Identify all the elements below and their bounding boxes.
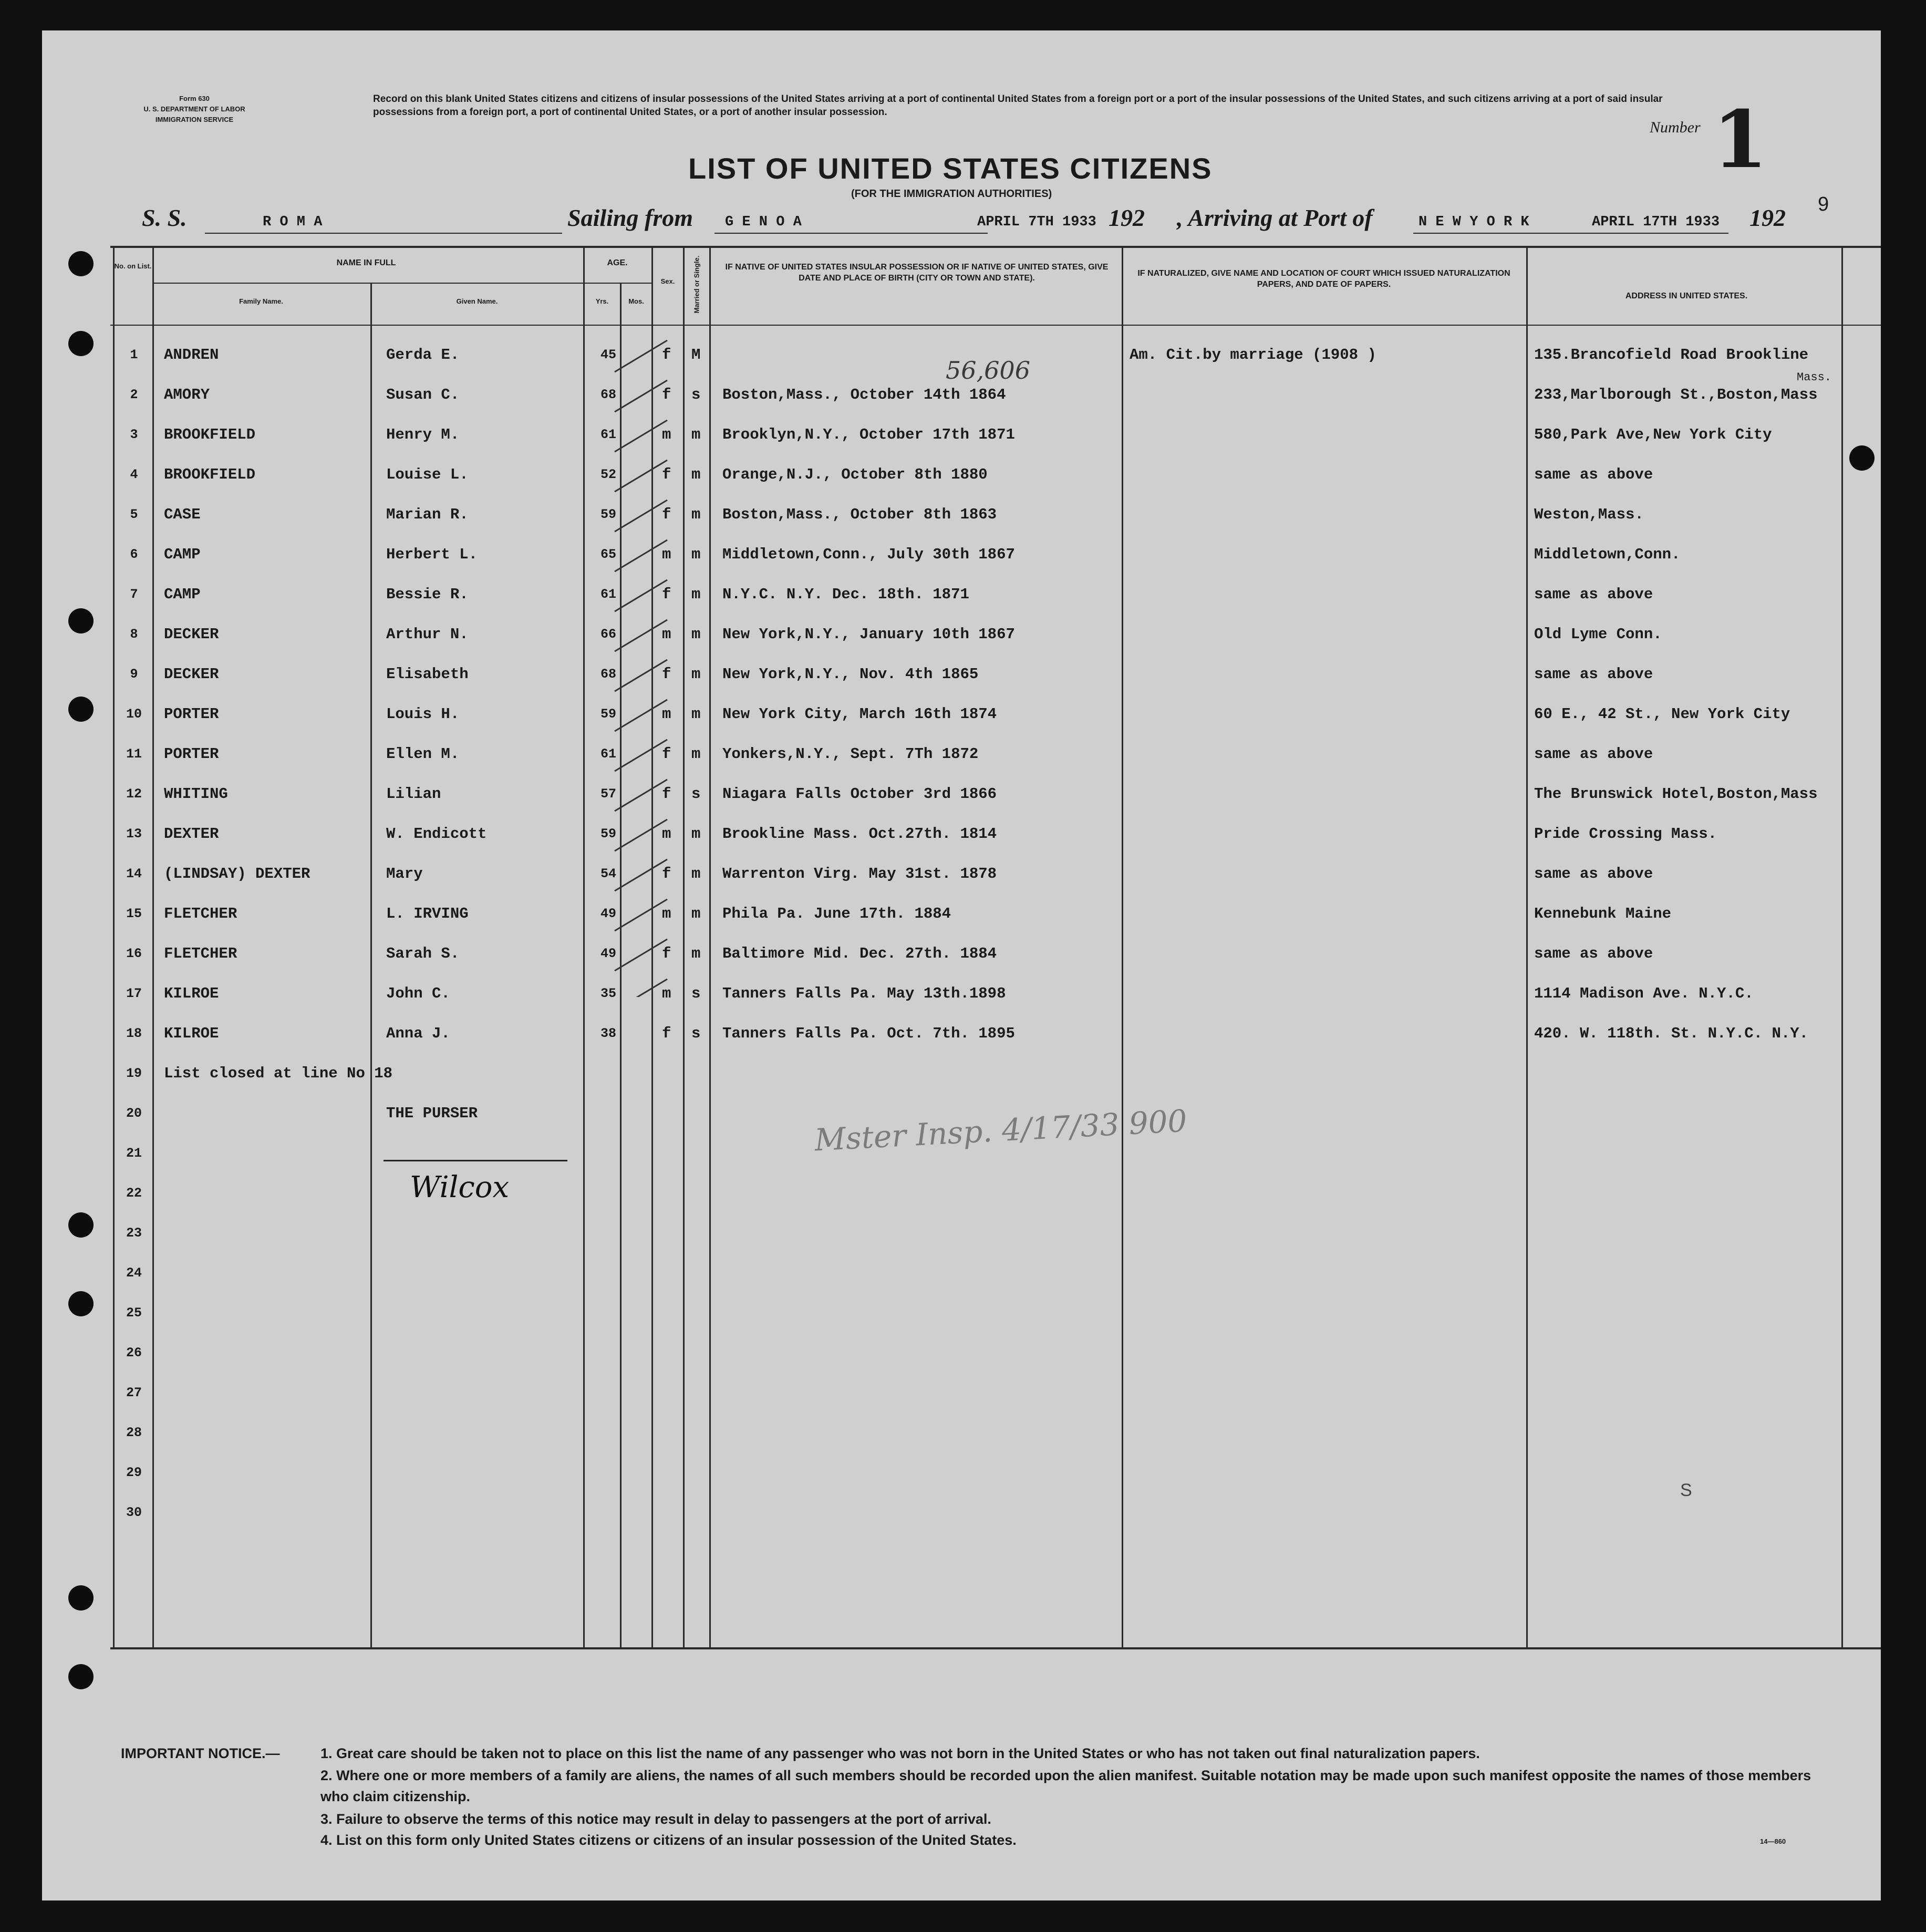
cell-sex: m <box>662 546 671 563</box>
cell-address: 135.Brancofield Road Brookline <box>1534 346 1809 363</box>
cell-given: Susan C. <box>386 386 460 403</box>
cell-no: 28 <box>126 1425 142 1440</box>
cell-address: Middletown,Conn. <box>1534 546 1681 563</box>
cell-family: List closed at line No 18 <box>164 1065 393 1082</box>
cell-family: DEXTER <box>164 825 219 843</box>
file-number-annotation: 56,606 <box>946 356 1030 385</box>
cell-ms: m <box>691 546 701 563</box>
cell-given: Gerda E. <box>386 346 460 363</box>
cell-birth: Boston,Mass., October 8th 1863 <box>722 506 997 523</box>
cell-family: CASE <box>164 506 201 523</box>
table-row <box>42 535 1881 575</box>
cell-no: 2 <box>130 387 138 402</box>
cell-family: (LINDSAY) DEXTER <box>164 865 310 882</box>
cell-sex: f <box>662 586 671 603</box>
table-row <box>42 1173 1881 1213</box>
tally-mark <box>615 660 667 691</box>
tally-mark <box>615 939 667 971</box>
cell-ms: s <box>691 1025 701 1042</box>
cell-no: 26 <box>126 1345 142 1360</box>
table-row <box>42 1333 1881 1373</box>
cell-age <box>598 1054 619 1094</box>
table-row <box>42 1014 1881 1054</box>
cell-given: Lilian <box>386 785 441 803</box>
cell-given: Sarah S. <box>386 945 460 962</box>
signature-underline <box>384 1160 567 1161</box>
page-title: LIST OF UNITED STATES CITIZENS <box>688 152 1213 185</box>
tally-mark <box>615 899 667 931</box>
cell-ms: M <box>691 346 701 363</box>
tally-mark <box>615 620 667 651</box>
cell-ms: m <box>691 506 701 523</box>
cell-ms: m <box>691 905 701 922</box>
cell-address: Old Lyme Conn. <box>1534 626 1662 643</box>
cell-family: CAMP <box>164 546 201 563</box>
cell-given: Mary <box>386 865 423 882</box>
cell-no: 19 <box>126 1066 142 1081</box>
cell-age: 57 <box>600 786 616 802</box>
arriving-label: , Arriving at Port of <box>1177 204 1373 231</box>
cell-family: KILROE <box>164 1025 219 1042</box>
cell-sex: m <box>662 626 671 643</box>
cell-no: 29 <box>126 1465 142 1480</box>
cell-sex: f <box>662 1025 671 1042</box>
header-sex: Sex. <box>660 277 675 285</box>
cell-ms: m <box>691 666 701 683</box>
year-suffix: 192 <box>1109 204 1145 231</box>
cell-no: 8 <box>130 627 138 642</box>
cell-family: BROOKFIELD <box>164 426 256 443</box>
cell-no: 10 <box>126 707 142 722</box>
notice-heading: IMPORTANT NOTICE.— <box>121 1746 280 1761</box>
tally-mark <box>615 780 667 811</box>
cell-age <box>598 1373 619 1413</box>
cell-age: 59 <box>600 707 616 722</box>
important-notice <box>121 1743 279 1764</box>
cell-birth: New York City, March 16th 1874 <box>722 705 997 723</box>
cell-age: 68 <box>600 667 616 682</box>
cell-birth: Baltimore Mid. Dec. 27th. 1884 <box>722 945 997 962</box>
table-row <box>42 1054 1881 1094</box>
cell-age: 61 <box>600 746 616 762</box>
cell-age: 66 <box>600 627 616 642</box>
cell-no: 12 <box>126 786 142 802</box>
list-number: 1 <box>1713 94 1768 186</box>
cell-birth: Brookline Mass. Oct.27th. 1814 <box>722 825 997 843</box>
cell-address: Weston,Mass. <box>1534 506 1644 523</box>
cell-given: THE PURSER <box>386 1105 478 1122</box>
tally-mark <box>615 500 667 532</box>
header-age: AGE. <box>607 258 628 267</box>
notice-item-4: 4. List on this form only United States citizens or citizens of an insular possession of the United States. <box>320 1832 1017 1848</box>
cell-age <box>598 1253 619 1293</box>
header-sub-rule <box>152 283 583 284</box>
punch-hole <box>68 251 94 276</box>
cell-ms: m <box>691 626 701 643</box>
cell-age: 49 <box>600 946 616 961</box>
cell-sex: m <box>662 905 671 922</box>
table-row <box>42 934 1881 974</box>
table-row <box>42 814 1881 854</box>
cell-ms: m <box>691 466 701 483</box>
cell-age: 59 <box>600 826 616 842</box>
header-no-on-list: No. on List. <box>114 262 152 270</box>
arrival-port: N E W Y O R K <box>1418 214 1529 230</box>
tally-mark <box>615 460 667 492</box>
cell-sex: f <box>662 785 671 803</box>
table-row <box>42 974 1881 1014</box>
table-row <box>42 575 1881 615</box>
header-yrs: Yrs. <box>595 297 609 305</box>
tally-marks <box>609 335 672 997</box>
cell-ms: s <box>691 386 701 403</box>
cell-age: 45 <box>600 347 616 362</box>
header-mos: Mos. <box>628 297 644 305</box>
cell-address: Pride Crossing Mass. <box>1534 825 1717 843</box>
department-name: U. S. DEPARTMENT OF LABOR <box>143 105 245 113</box>
cell-naturalized: Am. Cit.by marriage (1908 ) <box>1130 346 1376 363</box>
form-number: Form 630 <box>179 95 210 102</box>
cell-address: 1114 Madison Ave. N.Y.C. <box>1534 985 1754 1002</box>
cell-birth: Orange,N.J., October 8th 1880 <box>722 466 988 483</box>
stray-mark: S <box>1680 1480 1692 1500</box>
cell-family: ANDREN <box>164 346 219 363</box>
cell-no: 7 <box>130 587 138 602</box>
cell-age <box>598 1173 619 1213</box>
cell-family: WHITING <box>164 785 228 803</box>
cell-age: 65 <box>600 547 616 562</box>
ship-name: R O M A <box>263 214 323 230</box>
table-row <box>42 415 1881 455</box>
cell-age <box>598 1134 619 1173</box>
cell-no: 24 <box>126 1265 142 1281</box>
cell-family: PORTER <box>164 705 219 723</box>
table-row <box>42 615 1881 655</box>
cell-sex: f <box>662 506 671 523</box>
table-top-rule <box>110 246 1881 248</box>
inspection-stamp: Mster Insp. 4/17/33 900 <box>813 1103 1188 1158</box>
header-married-single: Married or Single. <box>692 255 701 314</box>
tally-mark <box>615 740 667 771</box>
header-rule <box>110 325 1881 326</box>
cell-sex: f <box>662 666 671 683</box>
cell-family: AMORY <box>164 386 210 403</box>
cell-family: FLETCHER <box>164 905 237 922</box>
table-row <box>42 1413 1881 1453</box>
table-row <box>42 1373 1881 1413</box>
table-row <box>42 894 1881 934</box>
table-row <box>42 854 1881 894</box>
cell-given: L. IRVING <box>386 905 469 922</box>
cell-no: 15 <box>126 906 142 921</box>
number-label: Number <box>1650 119 1701 136</box>
cell-sex: f <box>662 346 671 363</box>
notice-item-2: 2. Where one or more members of a family are aliens, the names of all such members should be recorded upon the alien manifest. Suitable notation may be made upon such manifest opposite the names of those members who claim citizenship. <box>320 1768 1811 1804</box>
cell-age: 61 <box>600 427 616 442</box>
cell-no: 5 <box>130 507 138 522</box>
cell-address: same as above <box>1534 745 1653 763</box>
cell-given: Henry M. <box>386 426 460 443</box>
cell-no: 23 <box>126 1225 142 1241</box>
cell-address: same as above <box>1534 586 1653 603</box>
cell-given: Marian R. <box>386 506 469 523</box>
cell-address: same as above <box>1534 466 1653 483</box>
cell-age: 52 <box>600 467 616 482</box>
ss-label: S. S. <box>142 204 187 231</box>
tally-mark <box>615 380 667 412</box>
header-birth: IF NATIVE OF UNITED STATES INSULAR POSSESSION OR IF NATIVE OF UNITED STATES, GIVE DATE AND PLACE OF BIRTH (CITY OR TOWN AND STATE). <box>725 263 1109 283</box>
cell-given: W. Endicott <box>386 825 487 843</box>
cell-family: KILROE <box>164 985 219 1002</box>
cell-address: same as above <box>1534 945 1653 962</box>
departure-port: G E N O A <box>725 214 802 230</box>
cell-ms: m <box>691 825 701 843</box>
cell-sex: f <box>662 466 671 483</box>
header-naturalized: IF NATURALIZED, GIVE NAME AND LOCATION OF COURT WHICH ISSUED NATURALIZATION PAPERS, AND DATE OF PAPERS. <box>1137 269 1510 289</box>
cell-address: The Brunswick Hotel,Boston,Mass <box>1534 785 1818 803</box>
cell-ms: m <box>691 745 701 763</box>
cell-age: 54 <box>600 866 616 881</box>
cell-birth: New York,N.Y., Nov. 4th 1865 <box>722 666 979 683</box>
header-address: ADDRESS IN UNITED STATES. <box>1625 292 1748 300</box>
cell-birth: New York,N.Y., January 10th 1867 <box>722 626 1015 643</box>
cell-age <box>598 1213 619 1253</box>
cell-no: 22 <box>126 1186 142 1201</box>
punch-hole <box>68 1585 94 1611</box>
cell-family: CAMP <box>164 586 201 603</box>
cell-family: FLETCHER <box>164 945 237 962</box>
page-subtitle: (FOR THE IMMIGRATION AUTHORITIES) <box>851 188 1052 200</box>
table-row <box>42 1293 1881 1333</box>
cell-family: BROOKFIELD <box>164 466 256 483</box>
purser-signature: Wilcox <box>410 1170 510 1204</box>
tally-mark <box>615 420 667 452</box>
cell-ms: m <box>691 705 701 723</box>
cell-birth: Tanners Falls Pa. Oct. 7th. 1895 <box>722 1025 1015 1042</box>
notice-item-3: 3. Failure to observe the terms of this notice may result in delay to passengers at the port of arrival. <box>320 1811 991 1827</box>
cell-age <box>598 1293 619 1333</box>
cell-no: 3 <box>130 427 138 442</box>
cell-age <box>598 1453 619 1493</box>
sailing-from-label: Sailing from <box>567 204 693 231</box>
cell-birth: Yonkers,N.Y., Sept. 7Th 1872 <box>722 745 979 763</box>
notice-item-1: 1. Great care should be taken not to place on this list the name of any passenger who was not born in the United States or who has not taken out final naturalization papers. <box>320 1746 1480 1761</box>
cell-no: 14 <box>126 866 142 881</box>
cell-given: Louis H. <box>386 705 460 723</box>
fill-line <box>205 233 562 234</box>
cell-ms: m <box>691 945 701 962</box>
cell-birth: Niagara Falls October 3rd 1866 <box>722 785 997 803</box>
cell-birth: N.Y.C. N.Y. Dec. 18th. 1871 <box>722 586 969 603</box>
tally-mark <box>615 700 667 731</box>
tally-mark <box>615 340 667 372</box>
manifest-sheet <box>42 30 1881 1900</box>
cell-no: 18 <box>126 1026 142 1041</box>
cell-no: 16 <box>126 946 142 961</box>
footer-code: 14—860 <box>1760 1837 1786 1845</box>
cell-given: John C. <box>386 985 450 1002</box>
table-row <box>42 1453 1881 1493</box>
cell-sex: m <box>662 985 671 1002</box>
cell-address: 60 E., 42 St., New York City <box>1534 705 1790 723</box>
cell-birth: Brooklyn,N.Y., October 17th 1871 <box>722 426 1015 443</box>
table-row <box>42 694 1881 734</box>
table-bottom-rule <box>110 1647 1881 1649</box>
cell-ms: s <box>691 785 701 803</box>
arrival-date: APRIL 17TH 1933 <box>1592 214 1720 230</box>
header-name-in-full: NAME IN FULL <box>336 258 396 267</box>
service-name: IMMIGRATION SERVICE <box>155 116 234 123</box>
cell-birth: Phila Pa. June 17th. 1884 <box>722 905 951 922</box>
record-instructions: Record on this blank United States citizens and citizens of insular possessions of the United States arriving at a port of continental United States from a foreign port or a port of the insular possessions of the United States, and such citizens arriving at a port of said insular possessions from a foreign port, a port of continental United States, or a port of another insular possession. <box>373 94 1663 118</box>
table-row <box>42 1493 1881 1533</box>
cell-sex: f <box>662 386 671 403</box>
cell-age <box>598 1493 619 1533</box>
cell-no: 27 <box>126 1385 142 1400</box>
cell-family: PORTER <box>164 745 219 763</box>
cell-sex: m <box>662 426 671 443</box>
cell-birth: Boston,Mass., October 14th 1864 <box>722 386 1006 403</box>
tally-mark <box>615 580 667 611</box>
cell-age: 49 <box>600 906 616 921</box>
header-given-name: Given Name. <box>456 297 498 305</box>
cell-family: DECKER <box>164 666 219 683</box>
fill-line <box>715 233 988 234</box>
cell-no: 25 <box>126 1305 142 1321</box>
cell-no: 13 <box>126 826 142 842</box>
cell-given: Elisabeth <box>386 666 469 683</box>
cell-sex: m <box>662 705 671 723</box>
cell-given: Anna J. <box>386 1025 450 1042</box>
corner-mark: 9 <box>1818 193 1829 215</box>
cell-age: 35 <box>600 986 616 1001</box>
mass-annotation: Mass. <box>1797 371 1832 384</box>
cell-no: 20 <box>126 1106 142 1121</box>
cell-ms: s <box>691 985 701 1002</box>
cell-sex: f <box>662 865 671 882</box>
sailing-date: APRIL 7TH 1933 <box>977 214 1096 230</box>
cell-birth: Tanners Falls Pa. May 13th.1898 <box>722 985 1006 1002</box>
cell-given: Louise L. <box>386 466 469 483</box>
cell-given: Arthur N. <box>386 626 469 643</box>
cell-no: 21 <box>126 1146 142 1161</box>
table-row <box>42 495 1881 535</box>
year-suffix: 192 <box>1749 204 1786 231</box>
cell-ms: m <box>691 865 701 882</box>
fill-line <box>1413 233 1728 234</box>
punch-hole <box>68 1664 94 1689</box>
cell-no: 1 <box>130 347 138 362</box>
cell-no: 17 <box>126 986 142 1001</box>
table-row <box>42 455 1881 495</box>
cell-address: 233,Marlborough St.,Boston,Mass <box>1534 386 1818 403</box>
cell-sex: m <box>662 825 671 843</box>
cell-given: Bessie R. <box>386 586 469 603</box>
cell-address: same as above <box>1534 865 1653 882</box>
cell-ms: m <box>691 586 701 603</box>
cell-age <box>598 1094 619 1134</box>
cell-address: 420. W. 118th. St. N.Y.C. N.Y. <box>1534 1025 1809 1042</box>
cell-age <box>598 1413 619 1453</box>
cell-no: 9 <box>130 667 138 682</box>
table-row <box>42 774 1881 814</box>
cell-age: 59 <box>600 507 616 522</box>
cell-no: 11 <box>126 746 142 762</box>
cell-address: 580,Park Ave,New York City <box>1534 426 1772 443</box>
form-id <box>126 94 263 125</box>
cell-given: Ellen M. <box>386 745 460 763</box>
cell-age: 68 <box>600 387 616 402</box>
tally-mark <box>615 819 667 851</box>
cell-ms: m <box>691 426 701 443</box>
table-row <box>42 655 1881 694</box>
tally-mark <box>615 859 667 891</box>
cell-birth: Warrenton Virg. May 31st. 1878 <box>722 865 997 882</box>
table-row <box>42 1253 1881 1293</box>
cell-address: Kennebunk Maine <box>1534 905 1672 922</box>
tally-mark <box>615 540 667 572</box>
cell-no: 30 <box>126 1505 142 1520</box>
cell-family: DECKER <box>164 626 219 643</box>
cell-no: 6 <box>130 547 138 562</box>
cell-age: 61 <box>600 587 616 602</box>
cell-address: same as above <box>1534 666 1653 683</box>
cell-age: 38 <box>600 1026 616 1041</box>
cell-birth: Middletown,Conn., July 30th 1867 <box>722 546 1015 563</box>
cell-age <box>598 1333 619 1373</box>
cell-sex: f <box>662 745 671 763</box>
cell-given: Herbert L. <box>386 546 478 563</box>
table-row <box>42 734 1881 774</box>
header-family-name: Family Name. <box>239 297 283 305</box>
table-row <box>42 1213 1881 1253</box>
header-sub-rule <box>583 283 651 284</box>
cell-no: 4 <box>130 467 138 482</box>
tally-mark <box>615 979 667 997</box>
cell-sex: f <box>662 945 671 962</box>
